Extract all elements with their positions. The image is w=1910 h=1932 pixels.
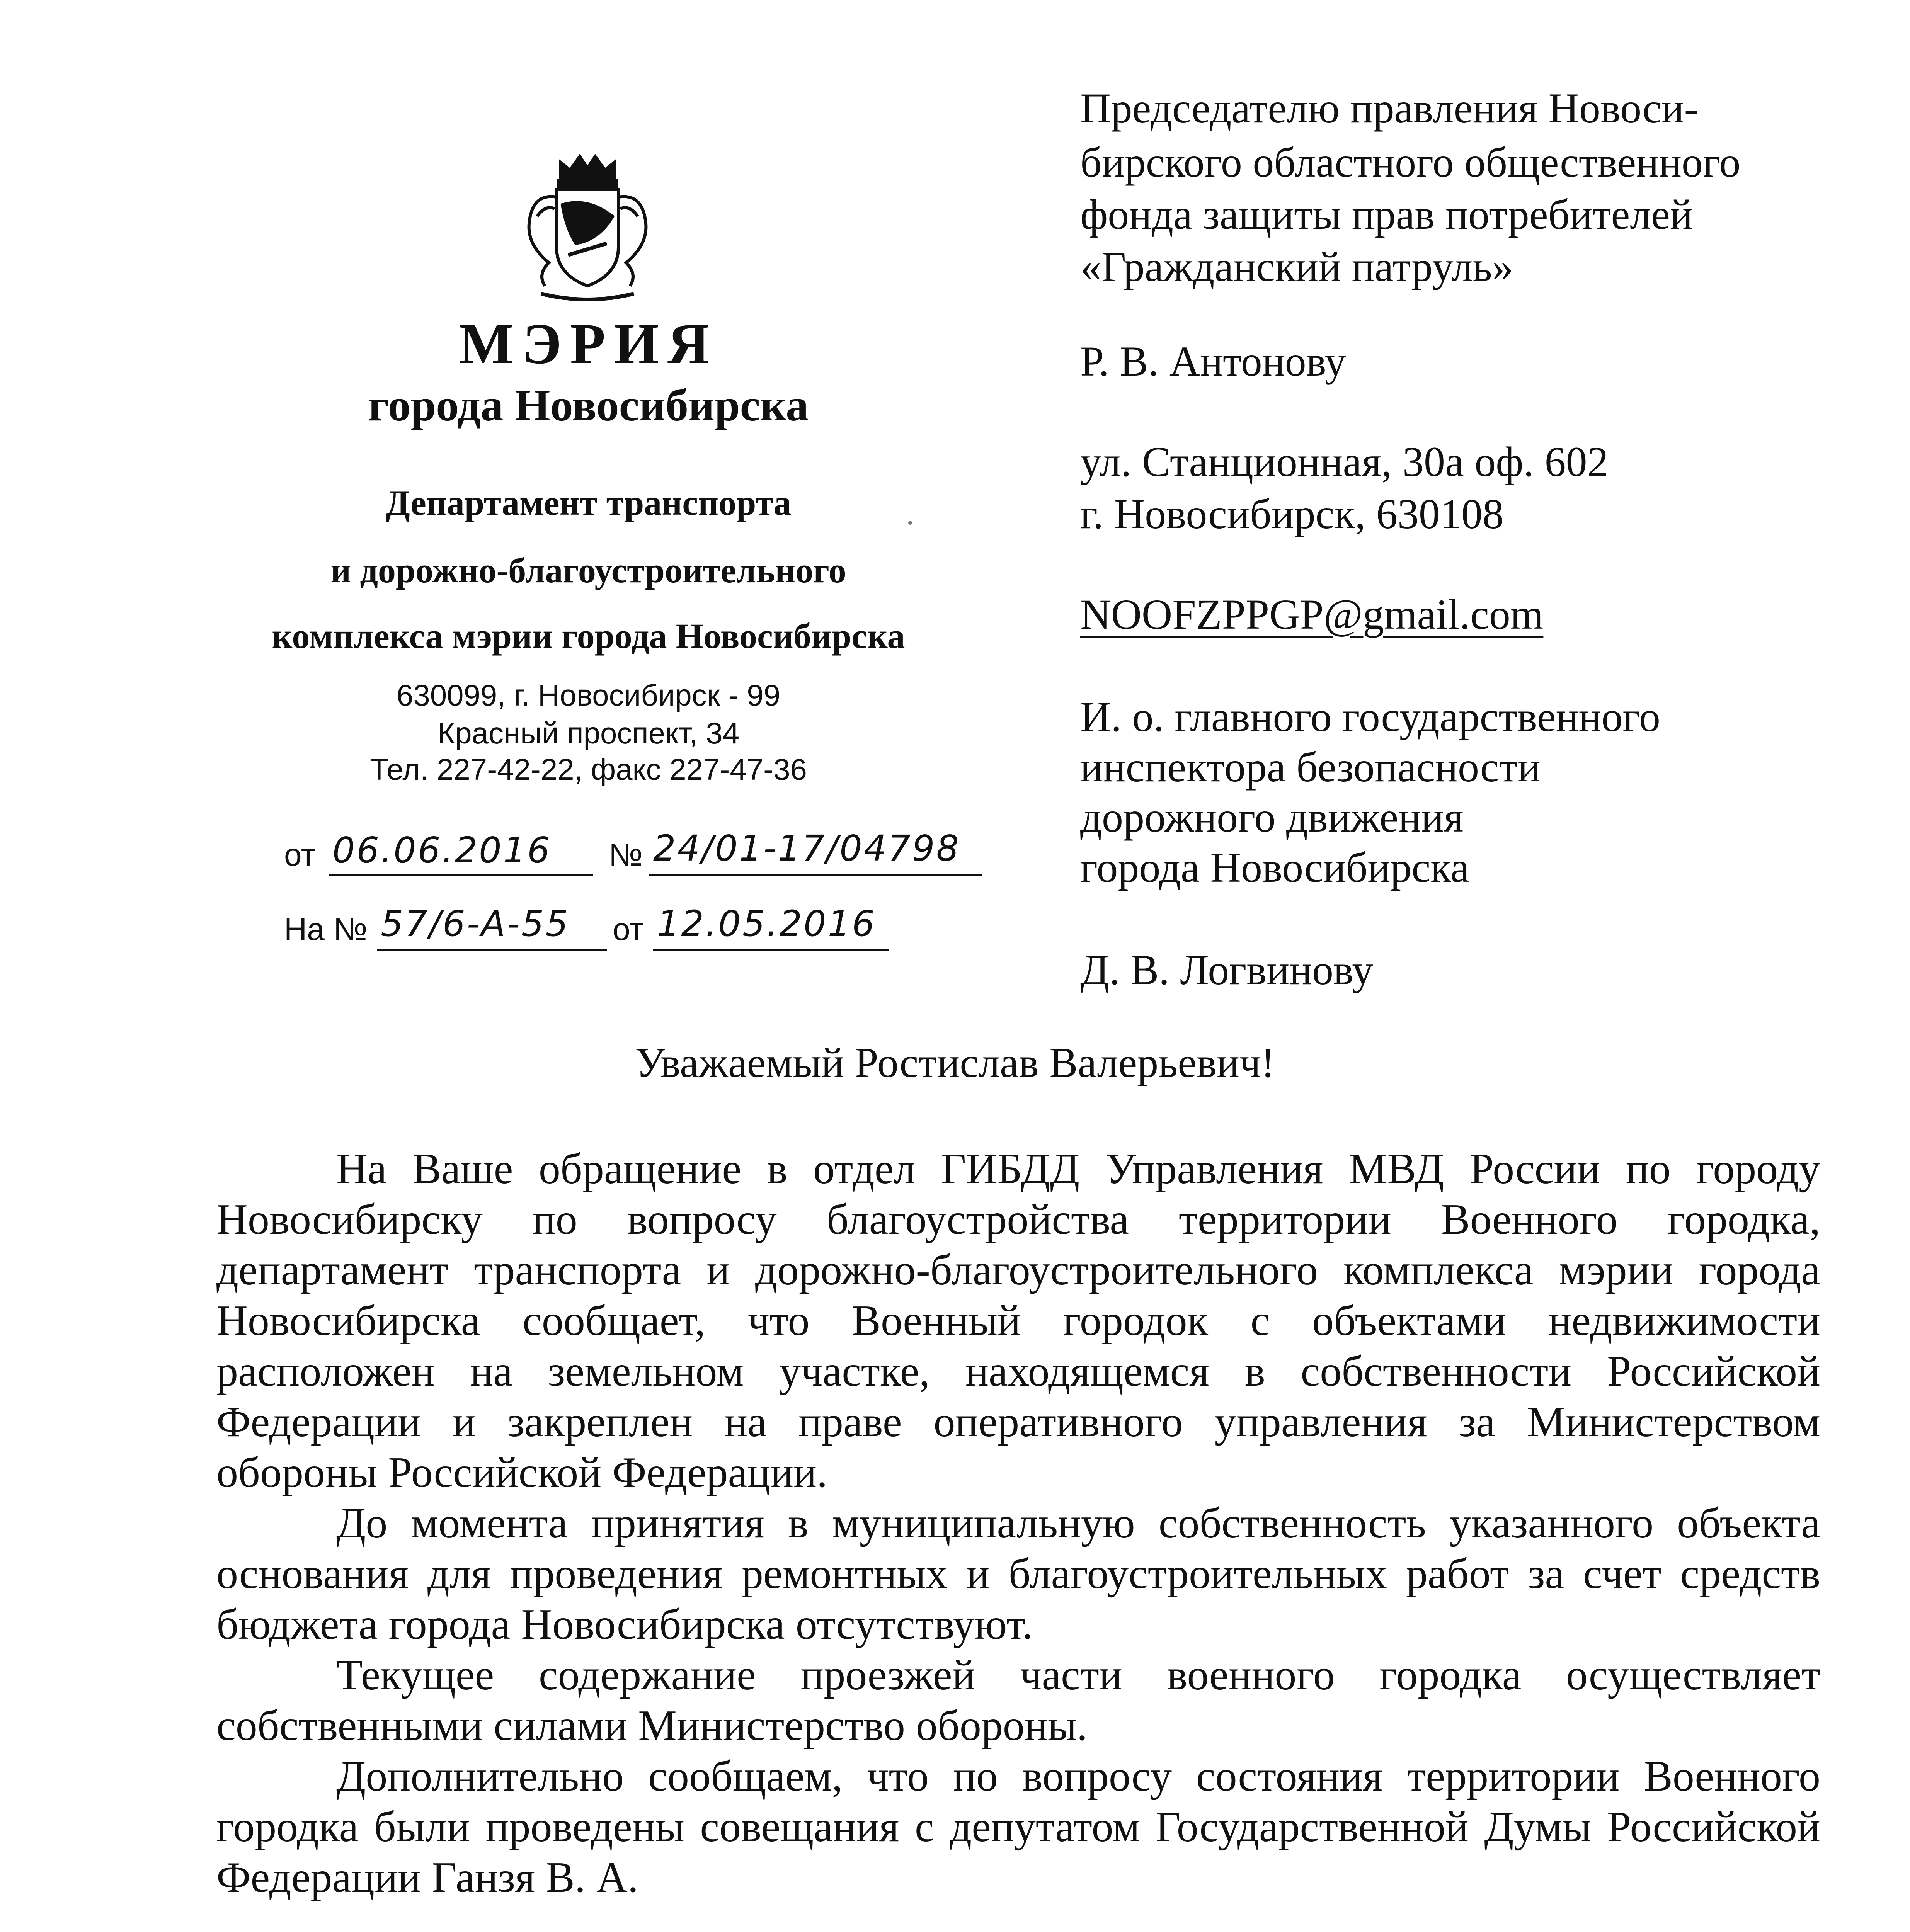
secondary-recipient-name: Д. В. Логвинову [1080,946,1374,993]
reply-label: На № [284,912,368,947]
reply-date: 12.05.2016 [657,903,876,944]
body-paragraph-4: Дополнительно сообщаем, что по вопросу состояния территории Военного городка были проведены совещания с депутатом Государственной Думы Российской Федерации Ганзя В. А. [216,1752,1820,1901]
reply-date-label: от [613,912,644,947]
reply-number-underline [377,949,607,951]
coat-of-arms-emblem [502,147,672,309]
secondary-recipient-line-1: И. о. главного государственного [1080,693,1660,740]
reply-number: 57/6-А-55 [381,903,570,944]
scan-speck [908,521,912,525]
body-paragraph-2: До момента принятия в муниципальную собственность указанного объекта основания для проведения ремонтных и благоустроительных работ за счет средств бюджета города Новосибирска отсутствуют. [216,1499,1820,1648]
number-underline [649,874,982,876]
recipient-line-3: фонда защиты прав потребителей [1080,191,1693,238]
department-line-2: и дорожно-благоустроительного [330,551,846,590]
reply-date-underline [653,949,889,951]
sender-title: МЭРИЯ [459,312,718,376]
recipient-email-link[interactable]: NOOFZPPGP@gmail.com [1080,591,1544,638]
secondary-recipient-line-4: города Новосибирска [1080,844,1469,891]
sender-address-line-1: 630099, г. Новосибирск - 99 [397,678,780,712]
sender-address-line-2: Красный проспект, 34 [437,716,740,750]
body-paragraph-1: На Ваше обращение в отдел ГИБДД Управления МВД России по городу Новосибирску по вопросу благоустройства территории Военного городка, департамент транспорта и дорожно-благоустроительного комплекса мэрии города Новосибирска сообщает, что Военный городок с объектами недвижимости расположен на земельном участке, находящемся в собственности Российской Федерации и закреплен на праве оперативного управления за Министерством обороны Российской Федерации. [216,1145,1820,1497]
body-paragraph-3: Текущее содержание проезжей части военного городка осуществляет собственными силами Министерство обороны. [216,1651,1820,1750]
recipient-address-1: ул. Станционная, 30а оф. 602 [1080,438,1609,485]
recipient-address-2: г. Новосибирск, 630108 [1080,490,1504,537]
number-label: № [609,837,643,872]
sender-address-line-3: Тел. 227-42-22, факс 227-47-36 [370,752,807,786]
letter-body [216,1144,1820,1903]
recipient-name: Р. В. Антонову [1080,338,1346,385]
recipient-line-1: Председателю правления Новоси- [1080,85,1699,132]
sender-city: города Новосибирска [368,380,809,430]
outgoing-number: 24/01-17/04798 [653,828,961,869]
salutation: Уважаемый Ростислав Валерьевич! [635,1039,1275,1086]
recipient-line-2: бирского областного общественного [1080,139,1741,186]
secondary-recipient-line-2: инспектора безопасности [1080,743,1541,791]
recipient-line-4: «Гражданский патруль» [1080,243,1513,290]
date-label: от [284,837,316,872]
outgoing-date: 06.06.2016 [332,830,552,871]
department-line-3: комплекса мэрии города Новосибирска [272,616,905,656]
department-line-1: Департамент транспорта [385,483,792,522]
secondary-recipient-line-3: дорожного движения [1080,794,1464,841]
date-underline [329,874,593,876]
